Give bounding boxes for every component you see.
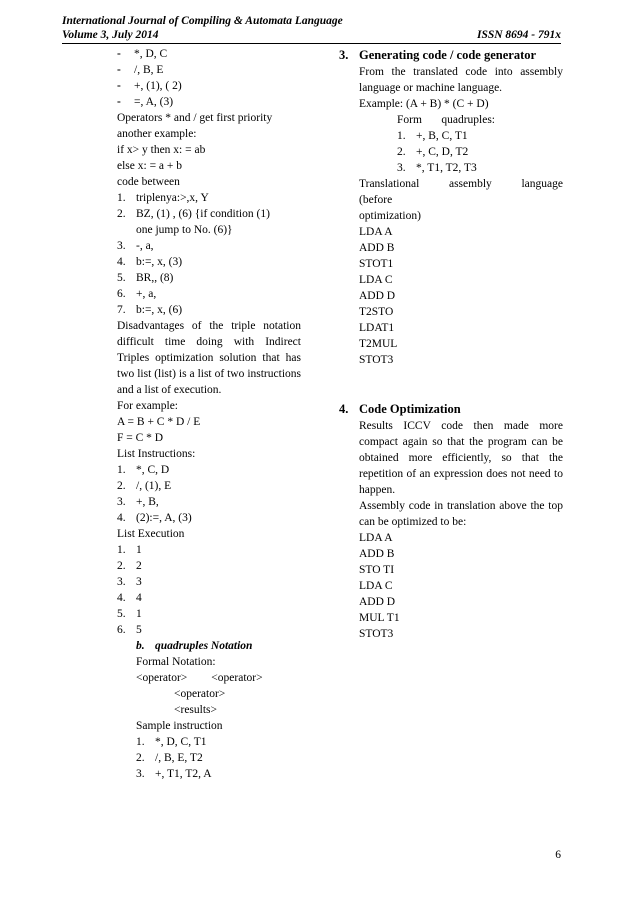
- list-item: 7. b:=, x, (6): [117, 304, 183, 316]
- list-item: 1. *, C, D: [117, 464, 170, 476]
- list-item: 3. -, a,: [117, 240, 154, 252]
- list-item: 3. *, T1, T2, T3: [397, 162, 477, 174]
- list-item: one jump to No. (6)}: [136, 224, 233, 236]
- asm-line: T2MUL: [359, 338, 398, 350]
- asm-line: MUL T1: [359, 612, 400, 624]
- asm-line: STO TI: [359, 564, 395, 576]
- subsection-heading: b. quadruples Notation: [136, 640, 253, 652]
- code-line: else x: = a + b: [117, 160, 183, 172]
- list-label: List Instructions:: [117, 448, 196, 460]
- list-label: List Execution: [117, 528, 185, 540]
- asm-line: STOT1: [359, 258, 394, 270]
- list-item: 3. +, B,: [117, 496, 159, 508]
- list-item: 1. *, D, C, T1: [136, 736, 207, 748]
- text-line: Translational assembly language: [359, 178, 563, 190]
- list-item: 5. BR,, (8): [117, 272, 174, 284]
- header-info: [62, 28, 561, 42]
- quadruple-list: [359, 128, 563, 176]
- paragraph: Assembly code in translation above the top can be optimized to be:: [359, 500, 563, 528]
- right-column: [339, 46, 563, 642]
- asm-line: ADD D: [359, 596, 396, 608]
- list-item: 2. +, C, D, T2: [397, 146, 469, 158]
- list-item: 2. /, (1), E: [117, 480, 172, 492]
- list-item: 1. 1: [117, 544, 142, 556]
- list-item: 3. 3: [117, 576, 142, 588]
- text-line: Operators * and / get first priority: [117, 112, 273, 124]
- text-line: another example:: [117, 128, 197, 140]
- text-line: Formal Notation:: [136, 656, 216, 668]
- list-item: 4. (2):=, A, (3): [117, 512, 192, 524]
- list-item: 2. 2: [117, 560, 142, 572]
- text-line: Example: (A + B) * (C + D): [359, 98, 489, 110]
- volume-info: Volume 3, July 2014: [62, 29, 159, 41]
- text-line: For example:: [117, 400, 178, 412]
- text-line: optimization): [359, 210, 421, 222]
- paragraph-disadvantages: Disadvantages of the triple notation difficult time doing with Indirect Triples optimization solution that has two list (list) is a list of two instructions and a list of execution.: [117, 320, 301, 396]
- header-rule: [62, 43, 561, 44]
- section-4-body: [355, 418, 563, 642]
- text-line: code between: [117, 176, 180, 188]
- equation: A = B + C * D / E: [117, 416, 201, 428]
- list-item: 6. 5: [117, 624, 142, 636]
- asm-line: LDA A: [359, 226, 393, 238]
- list-item: 1. triplenya:>,x, Y: [117, 192, 209, 204]
- asm-line: ADD D: [359, 290, 396, 302]
- list-item: 1. +, B, C, T1: [397, 130, 468, 142]
- section-heading-3: 3. Generating code / code generator: [339, 48, 537, 62]
- notation-line: <results>: [174, 704, 217, 716]
- page-number: 6: [555, 849, 561, 861]
- journal-title: International Journal of Compiling & Automata Language: [62, 15, 343, 27]
- asm-line: ADD B: [359, 548, 395, 560]
- section-heading-4: 4. Code Optimization: [339, 402, 461, 416]
- list-item: 2. BZ, (1) , (6) {if condition (1): [117, 208, 270, 220]
- list-item: 4. 4: [117, 592, 142, 604]
- list-item: 2. /, B, E, T2: [136, 752, 203, 764]
- code-line: if x> y then x: = ab: [117, 144, 206, 156]
- list-item: 5. 1: [117, 608, 142, 620]
- text-line: (before: [359, 194, 393, 206]
- left-column: [117, 46, 301, 782]
- issn: ISSN 8694 - 791x: [476, 29, 561, 41]
- dash-item: - +, (1), ( 2): [117, 80, 182, 92]
- dash-item: - =, A, (3): [117, 96, 174, 108]
- list-item: 4. b:=, x, (3): [117, 256, 183, 268]
- asm-line: LDA C: [359, 274, 393, 286]
- dash-item: - *, D, C: [117, 48, 168, 60]
- list-item: 3. +, T1, T2, A: [136, 768, 212, 780]
- dash-item: - /, B, E: [117, 64, 164, 76]
- notation-line: <operator>: [174, 688, 226, 700]
- text-line: Form quadruples:: [397, 114, 495, 126]
- asm-line: T2STO: [359, 306, 394, 318]
- asm-line: ADD B: [359, 242, 395, 254]
- asm-line: LDA C: [359, 580, 393, 592]
- asm-line: LDA A: [359, 532, 393, 544]
- asm-line: STOT3: [359, 354, 394, 366]
- asm-line: STOT3: [359, 628, 394, 640]
- paragraph: From the translated code into assembly language or machine language.: [359, 66, 563, 94]
- section-3-body: [355, 64, 563, 368]
- text-line: Sample instruction: [136, 720, 223, 732]
- equation: F = C * D: [117, 432, 164, 444]
- list-item: 6. +, a,: [117, 288, 157, 300]
- asm-line: LDAT1: [359, 322, 395, 334]
- paragraph: Results ICCV code then made more compact again so that the program can be obtained more efficiently, so that the repetition of an expression does not need to happen.: [359, 420, 563, 496]
- subsection-quadruples: [117, 638, 301, 782]
- notation-line: <operator> <operator>: [136, 672, 263, 684]
